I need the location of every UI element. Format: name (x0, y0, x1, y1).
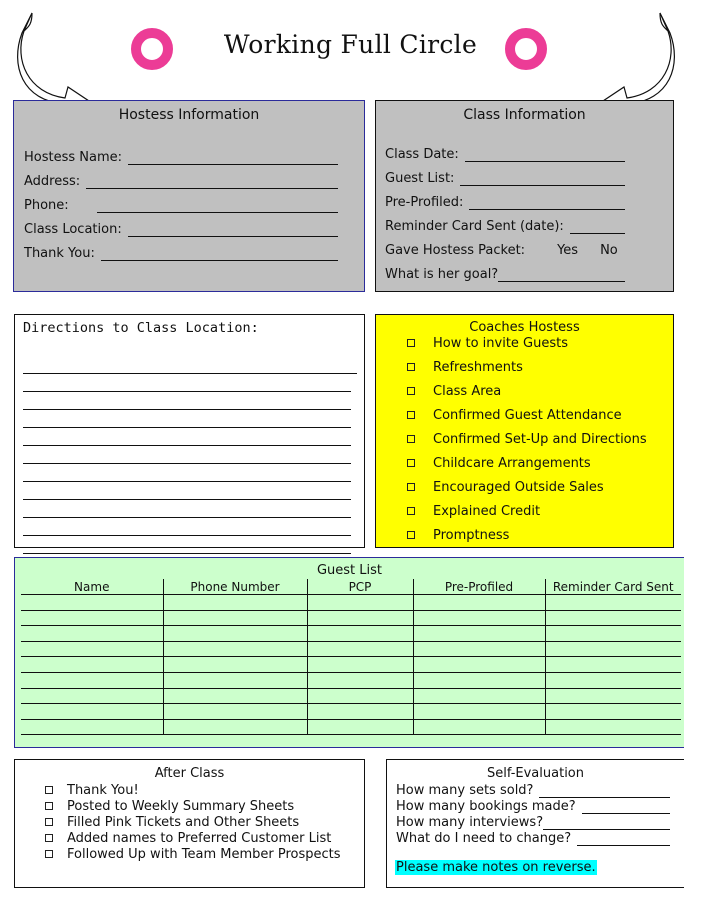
table-cell[interactable] (21, 626, 163, 642)
table-cell[interactable] (413, 641, 545, 657)
table-cell[interactable] (307, 704, 413, 720)
sets-sold-field[interactable]: How many sets sold? (396, 782, 670, 798)
writing-line[interactable] (23, 410, 351, 428)
writing-line[interactable] (23, 446, 351, 464)
col-pcp: PCP (307, 579, 413, 595)
guest-list-title: Guest List (316, 563, 383, 578)
checkbox-icon (45, 850, 53, 858)
class-date-field[interactable]: Class Date: (385, 138, 625, 162)
table-cell[interactable] (413, 595, 545, 611)
coach-item[interactable]: Confirmed Guest Attendance (407, 403, 647, 427)
table-cell[interactable] (413, 626, 545, 642)
col-phone: Phone Number (163, 579, 307, 595)
table-cell[interactable] (21, 704, 163, 720)
checkbox-icon (45, 786, 53, 794)
table-row (21, 641, 681, 657)
change-field[interactable]: What do I need to change? (396, 830, 670, 846)
no-option[interactable]: No (600, 243, 618, 258)
checkbox-icon (407, 363, 415, 371)
checkbox-icon (407, 483, 415, 491)
table-cell[interactable] (163, 672, 307, 688)
table-row (21, 688, 681, 704)
writing-line[interactable] (23, 356, 357, 374)
after-class-item[interactable]: Thank You! (45, 782, 341, 798)
table-cell[interactable] (163, 610, 307, 626)
checkbox-icon (407, 507, 415, 515)
class-info-title: Class Information (463, 107, 586, 123)
table-cell[interactable] (307, 719, 413, 735)
page-title: Working Full Circle (223, 30, 478, 59)
after-class-box (14, 759, 365, 888)
checkbox-icon (407, 411, 415, 419)
table-cell[interactable] (307, 657, 413, 673)
writing-line[interactable] (23, 536, 351, 554)
yes-option[interactable]: Yes (557, 243, 579, 258)
table-cell[interactable] (21, 657, 163, 673)
table-cell[interactable] (545, 610, 681, 626)
coach-item[interactable]: Encouraged Outside Sales (407, 475, 647, 499)
goal-field[interactable]: What is her goal? (385, 258, 625, 282)
directions-title: Directions to Class Location: (23, 320, 259, 336)
table-cell[interactable] (163, 626, 307, 642)
table-cell[interactable] (545, 657, 681, 673)
guest-list-field[interactable]: Guest List: (385, 162, 625, 186)
checkbox-icon (45, 834, 53, 842)
writing-line[interactable] (23, 428, 351, 446)
checkbox-icon (407, 387, 415, 395)
right-curved-arrow-icon (592, 5, 682, 115)
checkbox-icon (407, 339, 415, 347)
table-cell[interactable] (21, 719, 163, 735)
self-eval-box (386, 759, 684, 888)
after-class-item[interactable]: Followed Up with Team Member Prospects (45, 846, 341, 862)
table-cell[interactable] (413, 610, 545, 626)
table-cell[interactable] (413, 688, 545, 704)
left-curved-arrow-icon (10, 5, 100, 115)
table-row (21, 626, 681, 642)
coach-item[interactable]: Class Area (407, 379, 647, 403)
table-row (21, 719, 681, 735)
table-cell[interactable] (307, 672, 413, 688)
checkbox-icon (407, 459, 415, 467)
after-class-item[interactable]: Posted to Weekly Summary Sheets (45, 798, 341, 814)
col-reminder: Reminder Card Sent (545, 579, 681, 595)
col-pre-profiled: Pre-Profiled (413, 579, 545, 595)
after-class-title: After Class (154, 766, 225, 781)
table-cell[interactable] (413, 672, 545, 688)
table-cell[interactable] (413, 657, 545, 673)
table-cell[interactable] (163, 719, 307, 735)
hostess-info-box (13, 100, 365, 292)
writing-line[interactable] (23, 482, 351, 500)
writing-line[interactable] (23, 392, 351, 410)
coach-item[interactable]: How to invite Guests (407, 331, 647, 355)
class-info-box (375, 100, 674, 292)
table-header-row (21, 579, 681, 595)
pre-profiled-field[interactable]: Pre-Profiled: (385, 186, 625, 210)
table-cell[interactable] (21, 688, 163, 704)
table-cell[interactable] (163, 688, 307, 704)
table-cell[interactable] (545, 719, 681, 735)
checkbox-icon (45, 818, 53, 826)
table-cell[interactable] (545, 688, 681, 704)
table-cell[interactable] (21, 641, 163, 657)
table-cell[interactable] (163, 641, 307, 657)
table-cell[interactable] (163, 595, 307, 611)
guest-list-table (21, 579, 681, 735)
hostess-packet-field: Gave Hostess Packet: Yes No (385, 243, 618, 258)
table-cell[interactable] (307, 688, 413, 704)
address-field[interactable]: Address: (24, 165, 338, 189)
table-cell[interactable] (21, 610, 163, 626)
writing-line[interactable] (23, 500, 351, 518)
table-row (21, 595, 681, 611)
self-eval-title: Self-Evaluation (486, 766, 584, 781)
table-row (21, 657, 681, 673)
coach-item[interactable]: Promptness (407, 523, 647, 547)
table-row (21, 704, 681, 720)
coach-item[interactable]: Explained Credit (407, 499, 647, 523)
bookings-made-field[interactable]: How many bookings made? (396, 798, 670, 814)
writing-line[interactable] (23, 464, 351, 482)
table-cell[interactable] (545, 672, 681, 688)
coach-item[interactable]: Confirmed Set-Up and Directions (407, 427, 647, 451)
checkbox-icon (407, 531, 415, 539)
writing-line[interactable] (23, 374, 351, 392)
table-cell[interactable] (545, 626, 681, 642)
table-cell[interactable] (307, 641, 413, 657)
table-cell[interactable] (307, 626, 413, 642)
phone-field[interactable]: Phone: (24, 189, 338, 213)
notes-reminder: Please make notes on reverse. (396, 860, 596, 875)
checkbox-icon (407, 435, 415, 443)
coaches-hostess-title: Coaches Hostess (469, 320, 580, 335)
table-row (21, 610, 681, 626)
table-cell[interactable] (163, 704, 307, 720)
coach-item[interactable]: Childcare Arrangements (407, 451, 647, 475)
hostess-name-field[interactable]: Hostess Name: (24, 141, 338, 165)
table-cell[interactable] (545, 641, 681, 657)
class-location-field[interactable]: Class Location: (24, 213, 338, 237)
table-cell[interactable] (163, 657, 307, 673)
table-cell[interactable] (21, 595, 163, 611)
checkbox-icon (45, 802, 53, 810)
interviews-field[interactable]: How many interviews? (396, 814, 670, 830)
after-class-item[interactable]: Added names to Preferred Customer List (45, 830, 341, 846)
col-name: Name (21, 579, 163, 595)
coach-item[interactable]: Refreshments (407, 355, 647, 379)
thank-you-field[interactable]: Thank You: (24, 237, 338, 261)
directions-lines[interactable] (23, 356, 351, 554)
after-class-item[interactable]: Filled Pink Tickets and Other Sheets (45, 814, 341, 830)
hostess-info-title: Hostess Information (118, 107, 260, 123)
table-row (21, 672, 681, 688)
table-cell[interactable] (307, 595, 413, 611)
writing-line[interactable] (23, 518, 351, 536)
table-cell[interactable] (545, 595, 681, 611)
table-cell[interactable] (307, 610, 413, 626)
coaches-hostess-box (375, 314, 674, 548)
table-cell[interactable] (21, 672, 163, 688)
table-cell[interactable] (413, 719, 545, 735)
directions-box (14, 314, 365, 548)
table-cell[interactable] (545, 704, 681, 720)
table-cell[interactable] (413, 704, 545, 720)
reminder-card-field[interactable]: Reminder Card Sent (date): (385, 210, 625, 234)
